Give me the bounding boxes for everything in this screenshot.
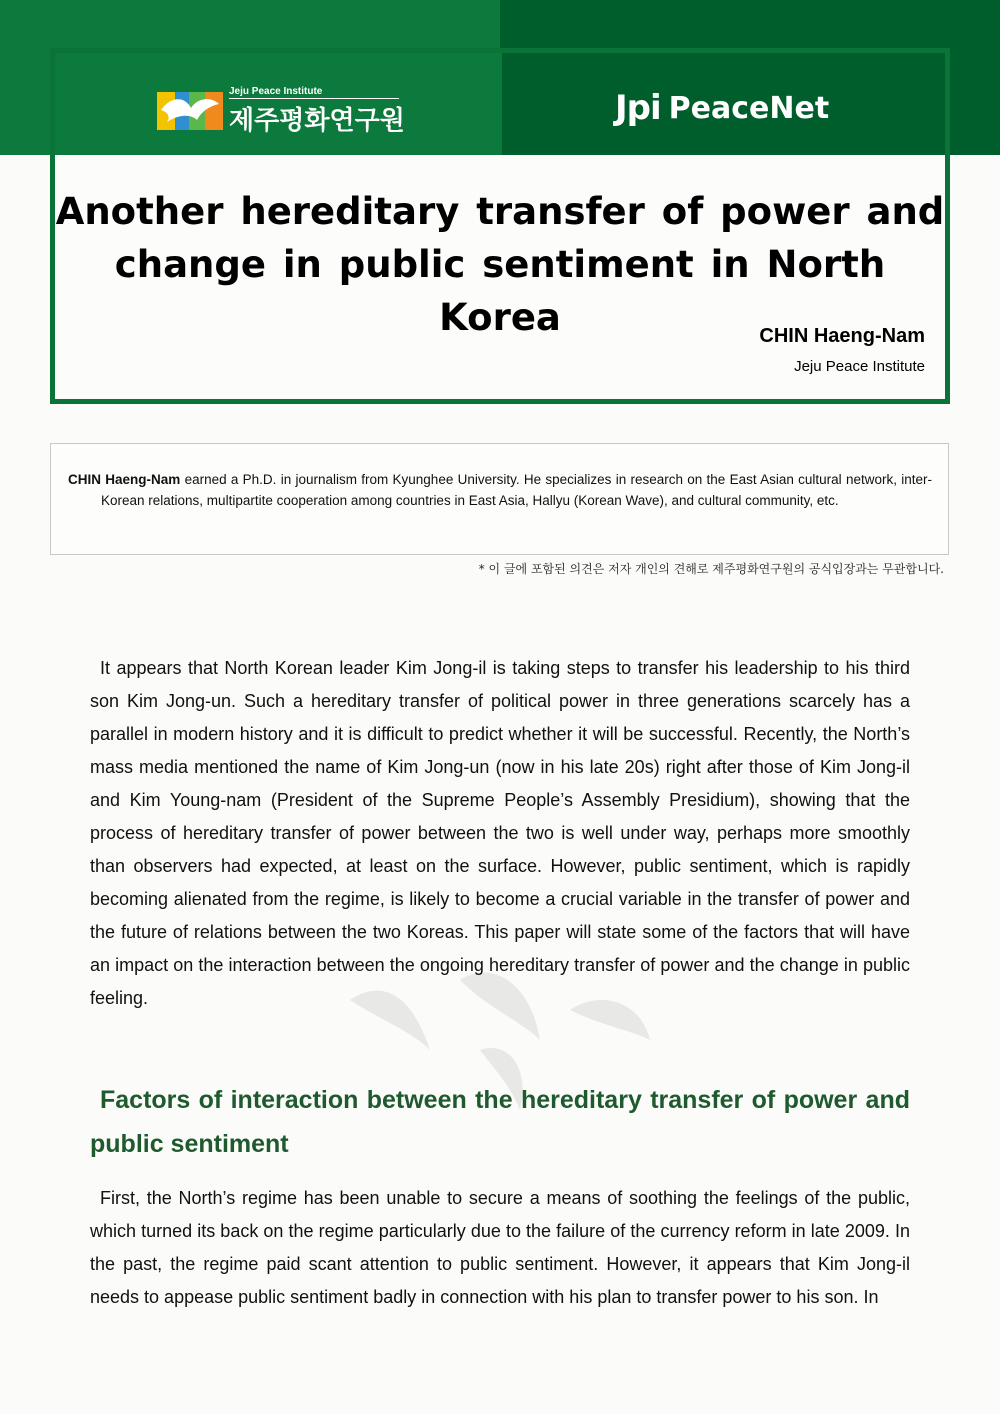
peacenet-logo <box>615 88 829 128</box>
peacenet-wordmark: PeaceNet <box>668 90 830 126</box>
institute-name-en: Jeju Peace Institute <box>229 86 399 99</box>
institute-name-ko: 제주평화연구원 <box>229 105 405 136</box>
body-paragraph-2: First, the North’s regime has been unable to secure a means of soothing the feelings of the public, which turned its back on the regime particularly due to the failure of the currency reform in late 2009. In the past, the regime paid scant attention to public sentiment. However, it appears that Kim Jong-il needs to appease public sentiment badly in connection with his plan to transfer power to his son. In <box>90 1188 910 1307</box>
article-title: Another hereditary transfer of power and change in public sentiment in North Korea <box>55 190 945 339</box>
author-bio <box>68 469 932 511</box>
section-heading: Factors of interaction between the hereditary transfer of power and public sentiment <box>90 1086 910 1158</box>
title-box <box>50 48 950 404</box>
bio-author-name: CHIN Haeng-Nam <box>68 472 181 487</box>
body-paragraph-1: It appears that North Korean leader Kim Jong-il is taking steps to transfer his leadership to his third son Kim Jong-un. Such a hereditary transfer of political power in three generations scarcely has a parallel in modern history and it is difficult to predict whether it will be successful. Recently, the North’s mass media mentioned the name of Kim Jong-un (now in his late 20s) right after those of Kim Jong-il and Kim Young-nam (President of the Supreme People’s Assembly Presidium), showing that the process of hereditary transfer of power between the two is well under way, perhaps more smoothly than observers had expected, at least on the surface. However, public sentiment, which is rapidly becoming alienated from the regime, is likely to become a crucial variable in the transfer of power and the future of relations between the two Koreas. This paper will state some of the factors that will have an impact on the interaction between the ongoing hereditary transfer of power and the change in public feeling. <box>90 658 910 1008</box>
author-name: CHIN Haeng-Nam <box>759 325 925 347</box>
dove-logo-icon <box>157 90 223 132</box>
author-affiliation: Jeju Peace Institute <box>794 358 925 375</box>
disclaimer-note: * 이 글에 포함된 의견은 저자 개인의 견해로 제주평화연구원의 공식입장과는 무관합니다. <box>478 562 944 576</box>
author-bio-box <box>50 443 949 555</box>
institute-logo <box>157 86 405 136</box>
jpi-wordmark: Jpi <box>615 88 661 128</box>
bio-text: earned a Ph.D. in journalism from Kyunghee University. He specializes in research on the East Asian cultural network, inter-Korean relations, multipartite cooperation among countries in East Asia, Hallyu (Korean Wave), and cultural community, etc. <box>101 472 932 508</box>
